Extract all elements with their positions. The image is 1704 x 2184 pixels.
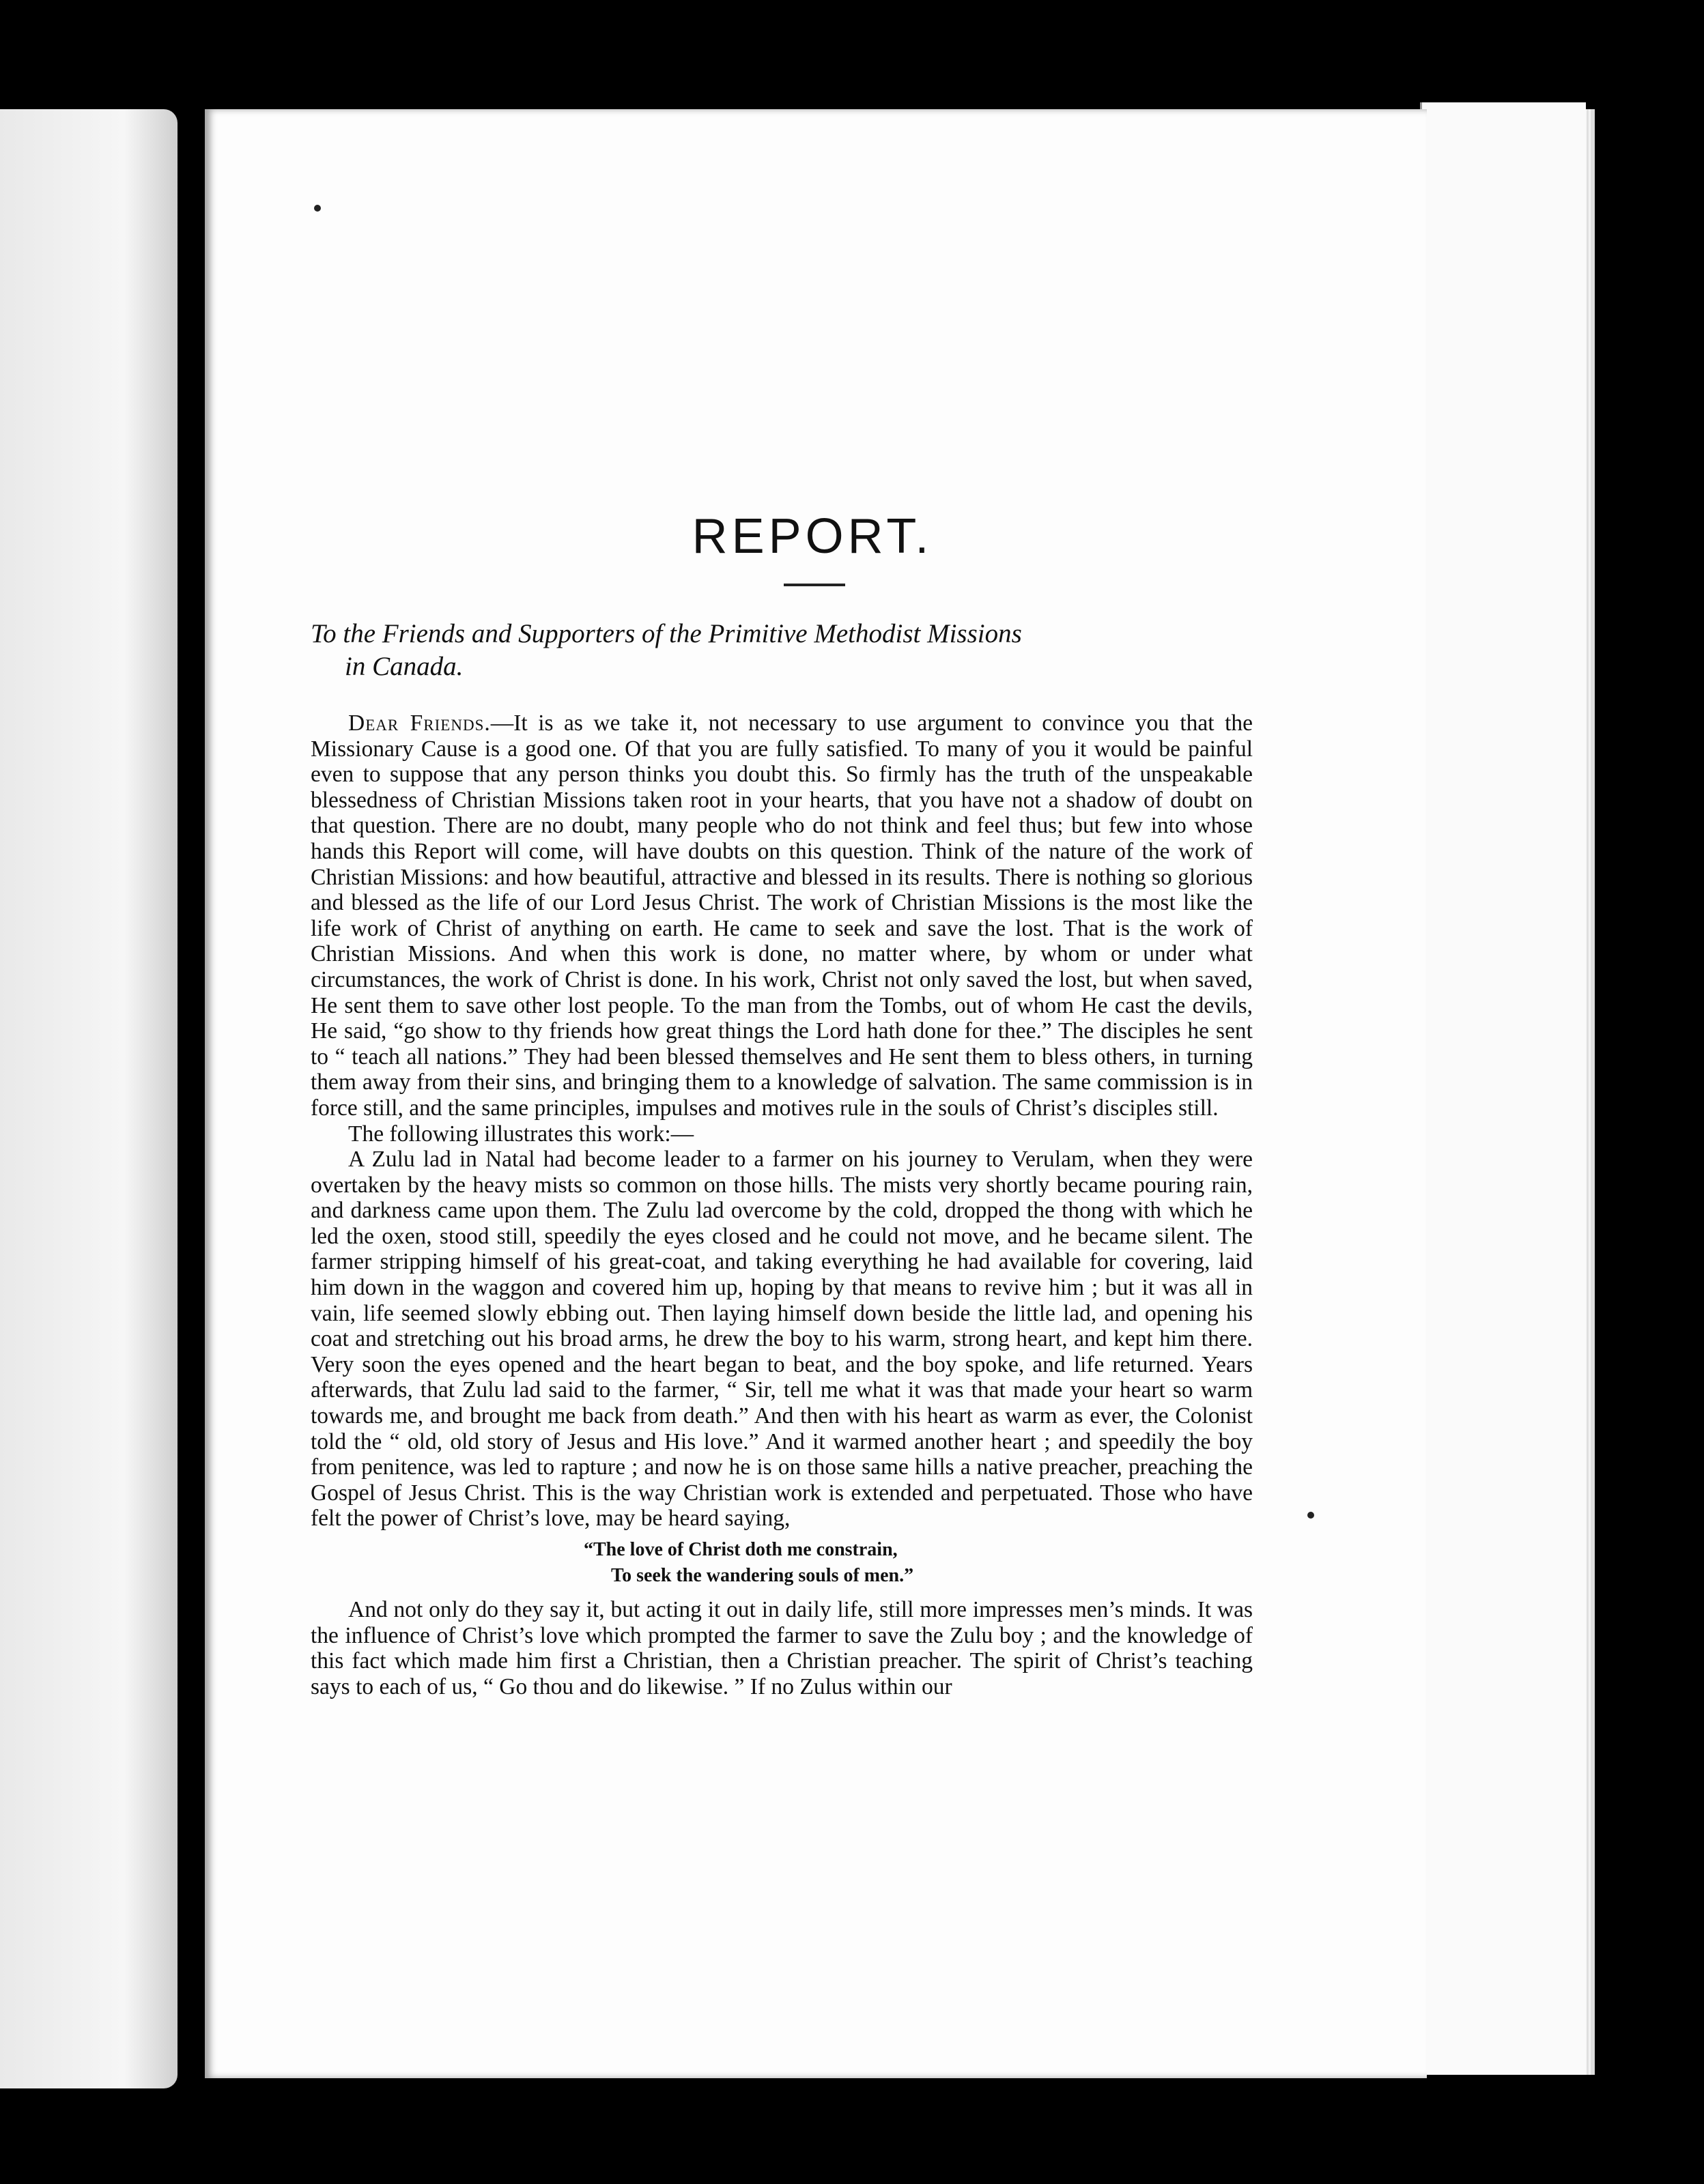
paragraph-1-text: —It is as we take it, not necessary to use argument to convince you that the Missionary Cause is a good one. Of that you are fully satisfied. To many of you it would be painful even to suppose that any person thinks you doubt this. So firmly has the truth of the unspeakable blessedness of Christian Missions taken root in your hearts, that you have not a shadow of doubt on that question. There are no doubt, many people who do not think and feel thus; but few into whose hands this Report will come, will have doubts on this question. Think of the nature of the work of Christian Missions: and how beautiful, attractive and blessed in its results. There is nothing so glorious and blessed as the life of our Lord Jesus Christ. The work of Christian Missions is the most like the life work of Christ of anything on earth. He came to seek and save the lost. That is the work of Christian Missions. And when this work is done, no matter where, by whom or under what circumstances, the work of Christ is done. In his work, Christ not only saved the lost, but when saved, He sent them to save other lost people. To the man from the Tombs, out of whom He cast the devils, He said, “go show to thy friends how great things the Lord hath done for thee.” The disciples he sent to “ teach all nations.” They had been blessed themselves and He sent them to bless others, in turning them away from their sins, and bringing them to a knowledge of salvation. The same commission is in force still, and the same principles, impulses and motives rule in the souls of Christ’s disciples still. [311,710,1253,1121]
page-content [311,410,1253,1699]
hymn-quote [311,1537,1253,1589]
title-rule [784,584,845,586]
quote-line-1: “The love of Christ doth me constrain, [584,1539,898,1560]
address-heading [311,618,1253,683]
salutation: Dear Friends. [348,710,491,736]
previous-page-edge [0,109,178,2088]
ink-speck [1307,1512,1314,1519]
paragraph-1 [311,710,1253,1121]
page-title: REPORT. [692,509,933,564]
address-line-1: To the Friends and Supporters of the Primitive Methodist Missions [311,619,1022,648]
document-page [205,109,1427,2078]
paragraph-2: The following illustrates this work:— [348,1121,694,1147]
address-line-2: in Canada. [345,652,464,681]
paragraph-3: A Zulu lad in Natal had become leader to a farmer on his journey to Verulam, when they were overtaken by the heavy mists so common on those hills. The mists very shortly became pouring rain, and darkness came upon them. The Zulu lad overcome by the cold, dropped the thong with which he led the oxen, stood still, speedily the eyes closed and he could not move, and he became silent. The farmer stripping himself of his great-coat, and taking everything he had available for covering, laid him down in the waggon and covered him up, hoping by that means to revive him ; but it was all in vain, life seemed slowly ebbing out. Then laying himself down beside the little lad, and opening his coat and stretching out his broad arms, he drew the boy to his warm, strong heart, and kept him there. Very soon the eyes opened and the heart began to beat, and the boy spoke, and life returned. Years afterwards, that Zulu lad said to the farmer, “ Sir, tell me what it was that made your heart so warm towards me, and brought me back from death.” And then with his heart as warm as ever, the Colonist told the “ old, old story of Jesus and His love.” And it warmed another heart ; and speedily the boy from penitence, was led to rapture ; and now he is on those same hills a native preacher, preaching the Gospel of Jesus Christ. This is the way Christian work is extended and perpetuated. Those who have felt the power of Christ’s love, may be heard saying, [311,1147,1253,1532]
paragraph-4: And not only do they say it, but acting it out in daily life, still more impresses men’s minds. It was the influence of Christ’s love which prompted the farmer to save the Zulu boy ; and the knowledge of this fact which made him first a Christian, then a Christian preacher. The spirit of Christ’s teaching says to each of us, “ Go thou and do likewise. ” If no Zulus within our [311,1597,1253,1699]
ink-speck [314,205,321,212]
back-cover [1420,102,1586,2075]
quote-line-2: To seek the wandering souls of men.” [611,1565,914,1586]
